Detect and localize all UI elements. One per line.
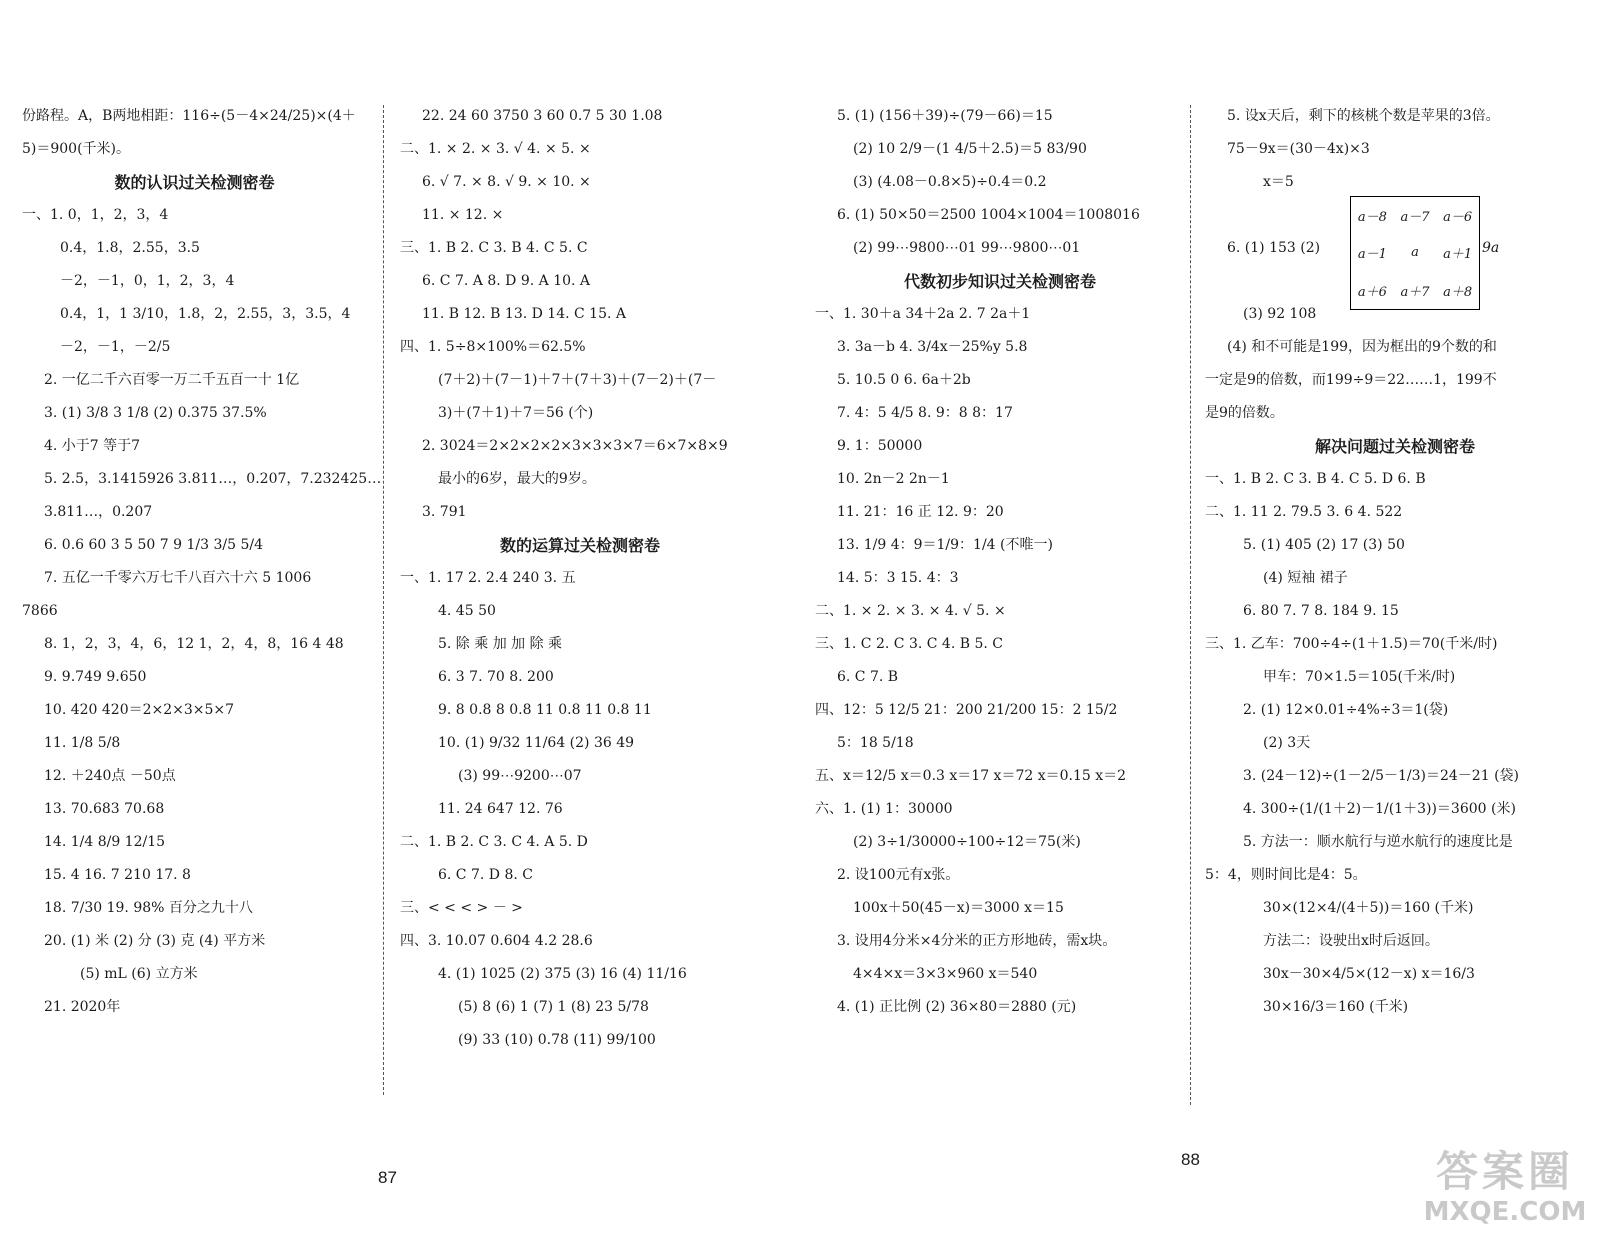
answer-line: 8. 1，2，3，4，6，12 1，2，4，8，16 4 48 <box>44 636 344 652</box>
answer-line: 7866 <box>22 603 58 619</box>
answer-line: 20. (1) 米 (2) 分 (3) 克 (4) 平方米 <box>44 933 266 949</box>
answer-line: 10. 420 420＝2×2×3×5×7 <box>44 702 235 718</box>
answer-line: 3. 791 <box>422 504 467 520</box>
answer-line: 4. 小于7 等于7 <box>44 438 141 454</box>
answer-line: 4×4×x＝3×3×960 x＝540 <box>853 966 1038 982</box>
grid-cell: a＋7 <box>1400 284 1430 300</box>
column-2 <box>400 100 760 1057</box>
answer-line: 15. 4 16. 7 210 17. 8 <box>44 867 191 883</box>
answer-line: 2. 3024＝2×2×2×2×3×3×3×7＝6×7×8×9 <box>422 438 728 454</box>
answer-line: 5. 设x天后，剩下的核桃个数是苹果的3倍。 <box>1227 108 1500 124</box>
answer-line: 100x＋50(45－x)＝3000 x＝15 <box>853 900 1064 916</box>
answer-line: 3. (24－12)÷(1－2/5－1/3)＝24－21 (袋) <box>1243 768 1519 784</box>
answer-line: 二、1. B 2. C 3. C 4. A 5. D <box>400 834 588 850</box>
answer-line: 9. 1：50000 <box>837 438 923 454</box>
answer-line: 11. × 12. × <box>422 207 504 223</box>
answer-line: (2) 3天 <box>1263 735 1311 751</box>
answer-line: 6. 3 7. 70 8. 200 <box>438 669 554 685</box>
answer-line: 22. 24 60 3750 3 60 0.7 5 30 1.08 <box>422 108 663 124</box>
answer-line: 五、x＝12/5 x＝0.3 x＝17 x＝72 x＝0.15 x＝2 <box>815 768 1127 784</box>
answer-line: 9. 9.749 9.650 <box>44 669 147 685</box>
answer-line: 一定是9的倍数，而199÷9＝22……1，199不 <box>1205 372 1497 388</box>
answer-line: 四、1. 5÷8×100%＝62.5% <box>400 339 586 355</box>
answer-line: 30x－30×4/5×(12－x) x＝16/3 <box>1263 966 1475 982</box>
number-grid-box <box>1350 196 1480 310</box>
grid-cell: a－8 <box>1357 210 1387 226</box>
answer-line: 6. √ 7. × 8. √ 9. × 10. × <box>422 174 591 190</box>
answer-line: 3.811…，0.207 <box>44 504 153 520</box>
grid-cell: a <box>1411 245 1419 261</box>
answer-line: 30×(12×4/(4＋5))＝160 (千米) <box>1263 900 1474 916</box>
answer-line: 三、< < < > － > <box>400 900 523 916</box>
answer-line: (3) 99⋯9200⋯07 <box>458 768 582 784</box>
answer-line: 二、1. 11 2. 79.5 3. 6 4. 522 <box>1205 504 1403 520</box>
answer-line: 7. 五亿一千零六万七千八百六十六 5 1006 <box>44 570 312 586</box>
answer-line: 5. (1) 405 (2) 17 (3) 50 <box>1243 537 1405 553</box>
answer-line: 一、1. 30＋a 34＋2a 2. 7 2a＋1 <box>815 306 1031 322</box>
answer-line: 一、1. 17 2. 2.4 240 3. 五 <box>400 570 576 586</box>
answer-line: 5)＝900(千米)。 <box>22 141 131 157</box>
answer-line: 甲车：70×1.5＝105(千米/时) <box>1263 669 1456 685</box>
page-number-left: 87 <box>378 1168 397 1187</box>
answer-line: 11. 24 647 12. 76 <box>438 801 563 817</box>
answer-line: 4. 45 50 <box>438 603 496 619</box>
number-grid <box>1351 197 1479 309</box>
answer-line: 6. (1) 50×50＝2500 1004×1004＝1008016 <box>837 207 1140 223</box>
answer-line: 21. 2020年 <box>44 999 121 1015</box>
answer-line: 12. ＋240点 －50点 <box>44 768 176 784</box>
answer-line: 份路程。A，B两地相距：116÷(5－4×24/25)×(4＋ <box>22 108 356 124</box>
answer-line: 6. C 7. B <box>837 669 899 685</box>
answer-line: 4. (1) 1025 (2) 375 (3) 16 (4) 11/16 <box>438 966 687 982</box>
answer-line: 6. C 7. A 8. D 9. A 10. A <box>422 273 591 289</box>
answer-line: 13. 1/9 4：9＝1/9：1/4 (不唯一) <box>837 537 1053 553</box>
answer-line: 5. 2.5，3.1415926 3.811…，0.207，7.232425… <box>44 471 382 487</box>
answer-line: (2) 10 2/9－(1 4/5＋2.5)＝5 83/90 <box>853 141 1087 157</box>
answer-line: 4. (1) 正比例 (2) 36×80＝2880 (元) <box>837 999 1077 1015</box>
answer-line: 二、1. × 2. × 3. √ 4. × 5. × <box>400 141 591 157</box>
answer-line: (5) 8 (6) 1 (7) 1 (8) 23 5/78 <box>458 999 649 1015</box>
section-heading: 解决问题过关检测密卷 <box>1314 437 1475 456</box>
section-heading: 数的认识过关检测密卷 <box>114 173 275 192</box>
answer-line: 四、3. 10.07 0.604 4.2 28.6 <box>400 933 593 949</box>
answer-line: 一、1. B 2. C 3. B 4. C 5. D 6. B <box>1205 471 1426 487</box>
answer-line: 75－9x＝(30－4x)×3 <box>1227 141 1370 157</box>
answer-line: 6. 80 7. 7 8. 184 9. 15 <box>1243 603 1399 619</box>
answer-line: 3. 设用4分米×4分米的正方形地砖，需x块。 <box>837 933 1117 949</box>
answer-line: －2，－1，0，1，2，3，4 <box>60 273 235 289</box>
answer-line: 14. 5：3 15. 4：3 <box>837 570 959 586</box>
column-divider <box>1190 105 1191 1105</box>
answer-line: 14. 1/4 8/9 12/15 <box>44 834 166 850</box>
grid-cell: a＋1 <box>1443 247 1473 263</box>
page-number-right: 88 <box>1181 1150 1200 1169</box>
answer-line: 3. (1) 3/8 3 1/8 (2) 0.375 37.5% <box>44 405 267 421</box>
grid-sum-label: 9a <box>1482 240 1500 256</box>
answer-line: 11. B 12. B 13. D 14. C 15. A <box>422 306 626 322</box>
answer-line: 5：18 5/18 <box>837 735 914 751</box>
answer-line: 3. 3a－b 4. 3/4x－25%y 5.8 <box>837 339 1028 355</box>
answer-line: 18. 7/30 19. 98% 百分之九十八 <box>44 900 253 916</box>
grid-cell: a－1 <box>1357 247 1387 263</box>
answer-line: (5) mL (6) 立方米 <box>80 966 198 982</box>
answer-line: 方法二：设驶出x时后返回。 <box>1263 933 1439 949</box>
column-3 <box>815 100 1185 1024</box>
answer-line: 2. 设100元有x张。 <box>837 867 960 883</box>
answer-line: 5. 10.5 0 6. 6a＋2b <box>837 372 971 388</box>
answer-line: 5. 方法一：顺水航行与逆水航行的速度比是 <box>1243 834 1513 850</box>
section-heading: 代数初步知识过关检测密卷 <box>903 272 1096 291</box>
column-1 <box>22 100 382 1024</box>
answer-line: (9) 33 (10) 0.78 (11) 99/100 <box>458 1032 656 1048</box>
grid-cell: a＋6 <box>1357 284 1387 300</box>
answer-line: 二、1. × 2. × 3. × 4. √ 5. × <box>815 603 1006 619</box>
answer-line: (2) 99⋯9800⋯01 99⋯9800⋯01 <box>853 240 1081 256</box>
column-divider <box>383 105 384 1095</box>
answer-line: 三、1. 乙车：700÷4÷(1＋1.5)＝70(千米/时) <box>1205 636 1498 652</box>
watermark-title: 答案圈 <box>1435 1147 1574 1196</box>
answer-line: 7. 4：5 4/5 8. 9：8 8：17 <box>837 405 1013 421</box>
answer-line: 6. 0.6 60 3 5 50 7 9 1/3 3/5 5/4 <box>44 537 263 553</box>
answer-line: 2. 一亿二千六百零一万二千五百一十 1亿 <box>44 372 300 388</box>
answer-line: 最小的6岁，最大的9岁。 <box>438 471 596 487</box>
answer-line: (3) 92 108 <box>1243 306 1317 322</box>
answer-line: 0.4，1.8，2.55，3.5 <box>60 240 200 256</box>
answer-line: 5. 除 乘 加 加 除 乘 <box>438 636 563 652</box>
answer-line: 11. 21：16 正 12. 9：20 <box>837 504 1004 520</box>
grid-cell: a－6 <box>1443 210 1473 226</box>
answer-line: (3) (4.08－0.8×5)÷0.4＝0.2 <box>853 174 1047 190</box>
grid-cell: a－7 <box>1400 210 1430 226</box>
answer-line: 六、1. (1) 1：30000 <box>815 801 953 817</box>
answer-line: 是9的倍数。 <box>1205 405 1284 421</box>
answer-line: 11. 1/8 5/8 <box>44 735 121 751</box>
answer-line: 10. (1) 9/32 11/64 (2) 36 49 <box>438 735 635 751</box>
answer-line: 2. (1) 12×0.01÷4%÷3＝1(袋) <box>1243 702 1449 718</box>
answer-line: －2，－1，－2/5 <box>60 339 171 355</box>
answer-line: 3)＋(7＋1)＋7＝56 (个) <box>438 405 594 421</box>
answer-line: 4. 300÷(1/(1＋2)－1/(1＋3))＝3600 (米) <box>1243 801 1516 817</box>
answer-line: 三、1. B 2. C 3. B 4. C 5. C <box>400 240 588 256</box>
answer-line: x＝5 <box>1263 174 1294 190</box>
answer-line: 一、1. 0，1，2，3，4 <box>22 207 169 223</box>
answer-line: 10. 2n－2 2n－1 <box>837 471 950 487</box>
answer-line: 四、12：5 12/5 21：200 21/200 15：2 15/2 <box>815 702 1118 718</box>
watermark-logo <box>1415 1148 1595 1238</box>
answer-line: 6. C 7. D 8. C <box>438 867 533 883</box>
answer-line: 9. 8 0.8 8 0.8 11 0.8 11 0.8 11 <box>438 702 652 718</box>
answer-line: (2) 3÷1/30000÷100÷12＝75(米) <box>853 834 1081 850</box>
answer-line: 5：4，则时间比是4：5。 <box>1205 867 1367 883</box>
answer-line: 5. (1) (156＋39)÷(79－66)＝15 <box>837 108 1053 124</box>
answer-line: (7＋2)＋(7－1)＋7＋(7＋3)＋(7－2)＋(7－ <box>438 372 717 388</box>
grid-cell: a＋8 <box>1443 284 1473 300</box>
answer-line: 30×16/3＝160 (千米) <box>1263 999 1409 1015</box>
answer-line: (4) 短袖 裙子 <box>1263 570 1348 586</box>
answer-line: 6. (1) 153 (2) <box>1227 240 1321 256</box>
section-heading: 数的运算过关检测密卷 <box>499 536 660 555</box>
answer-line: 三、1. C 2. C 3. C 4. B 5. C <box>815 636 1003 652</box>
answer-line: 13. 70.683 70.68 <box>44 801 165 817</box>
watermark-url: MXQE.COM <box>1423 1197 1587 1227</box>
answer-line: 0.4，1，1 3/10，1.8，2，2.55，3，3.5，4 <box>60 306 351 322</box>
answer-line: (4) 和不可能是199，因为框出的9个数的和 <box>1227 339 1497 355</box>
